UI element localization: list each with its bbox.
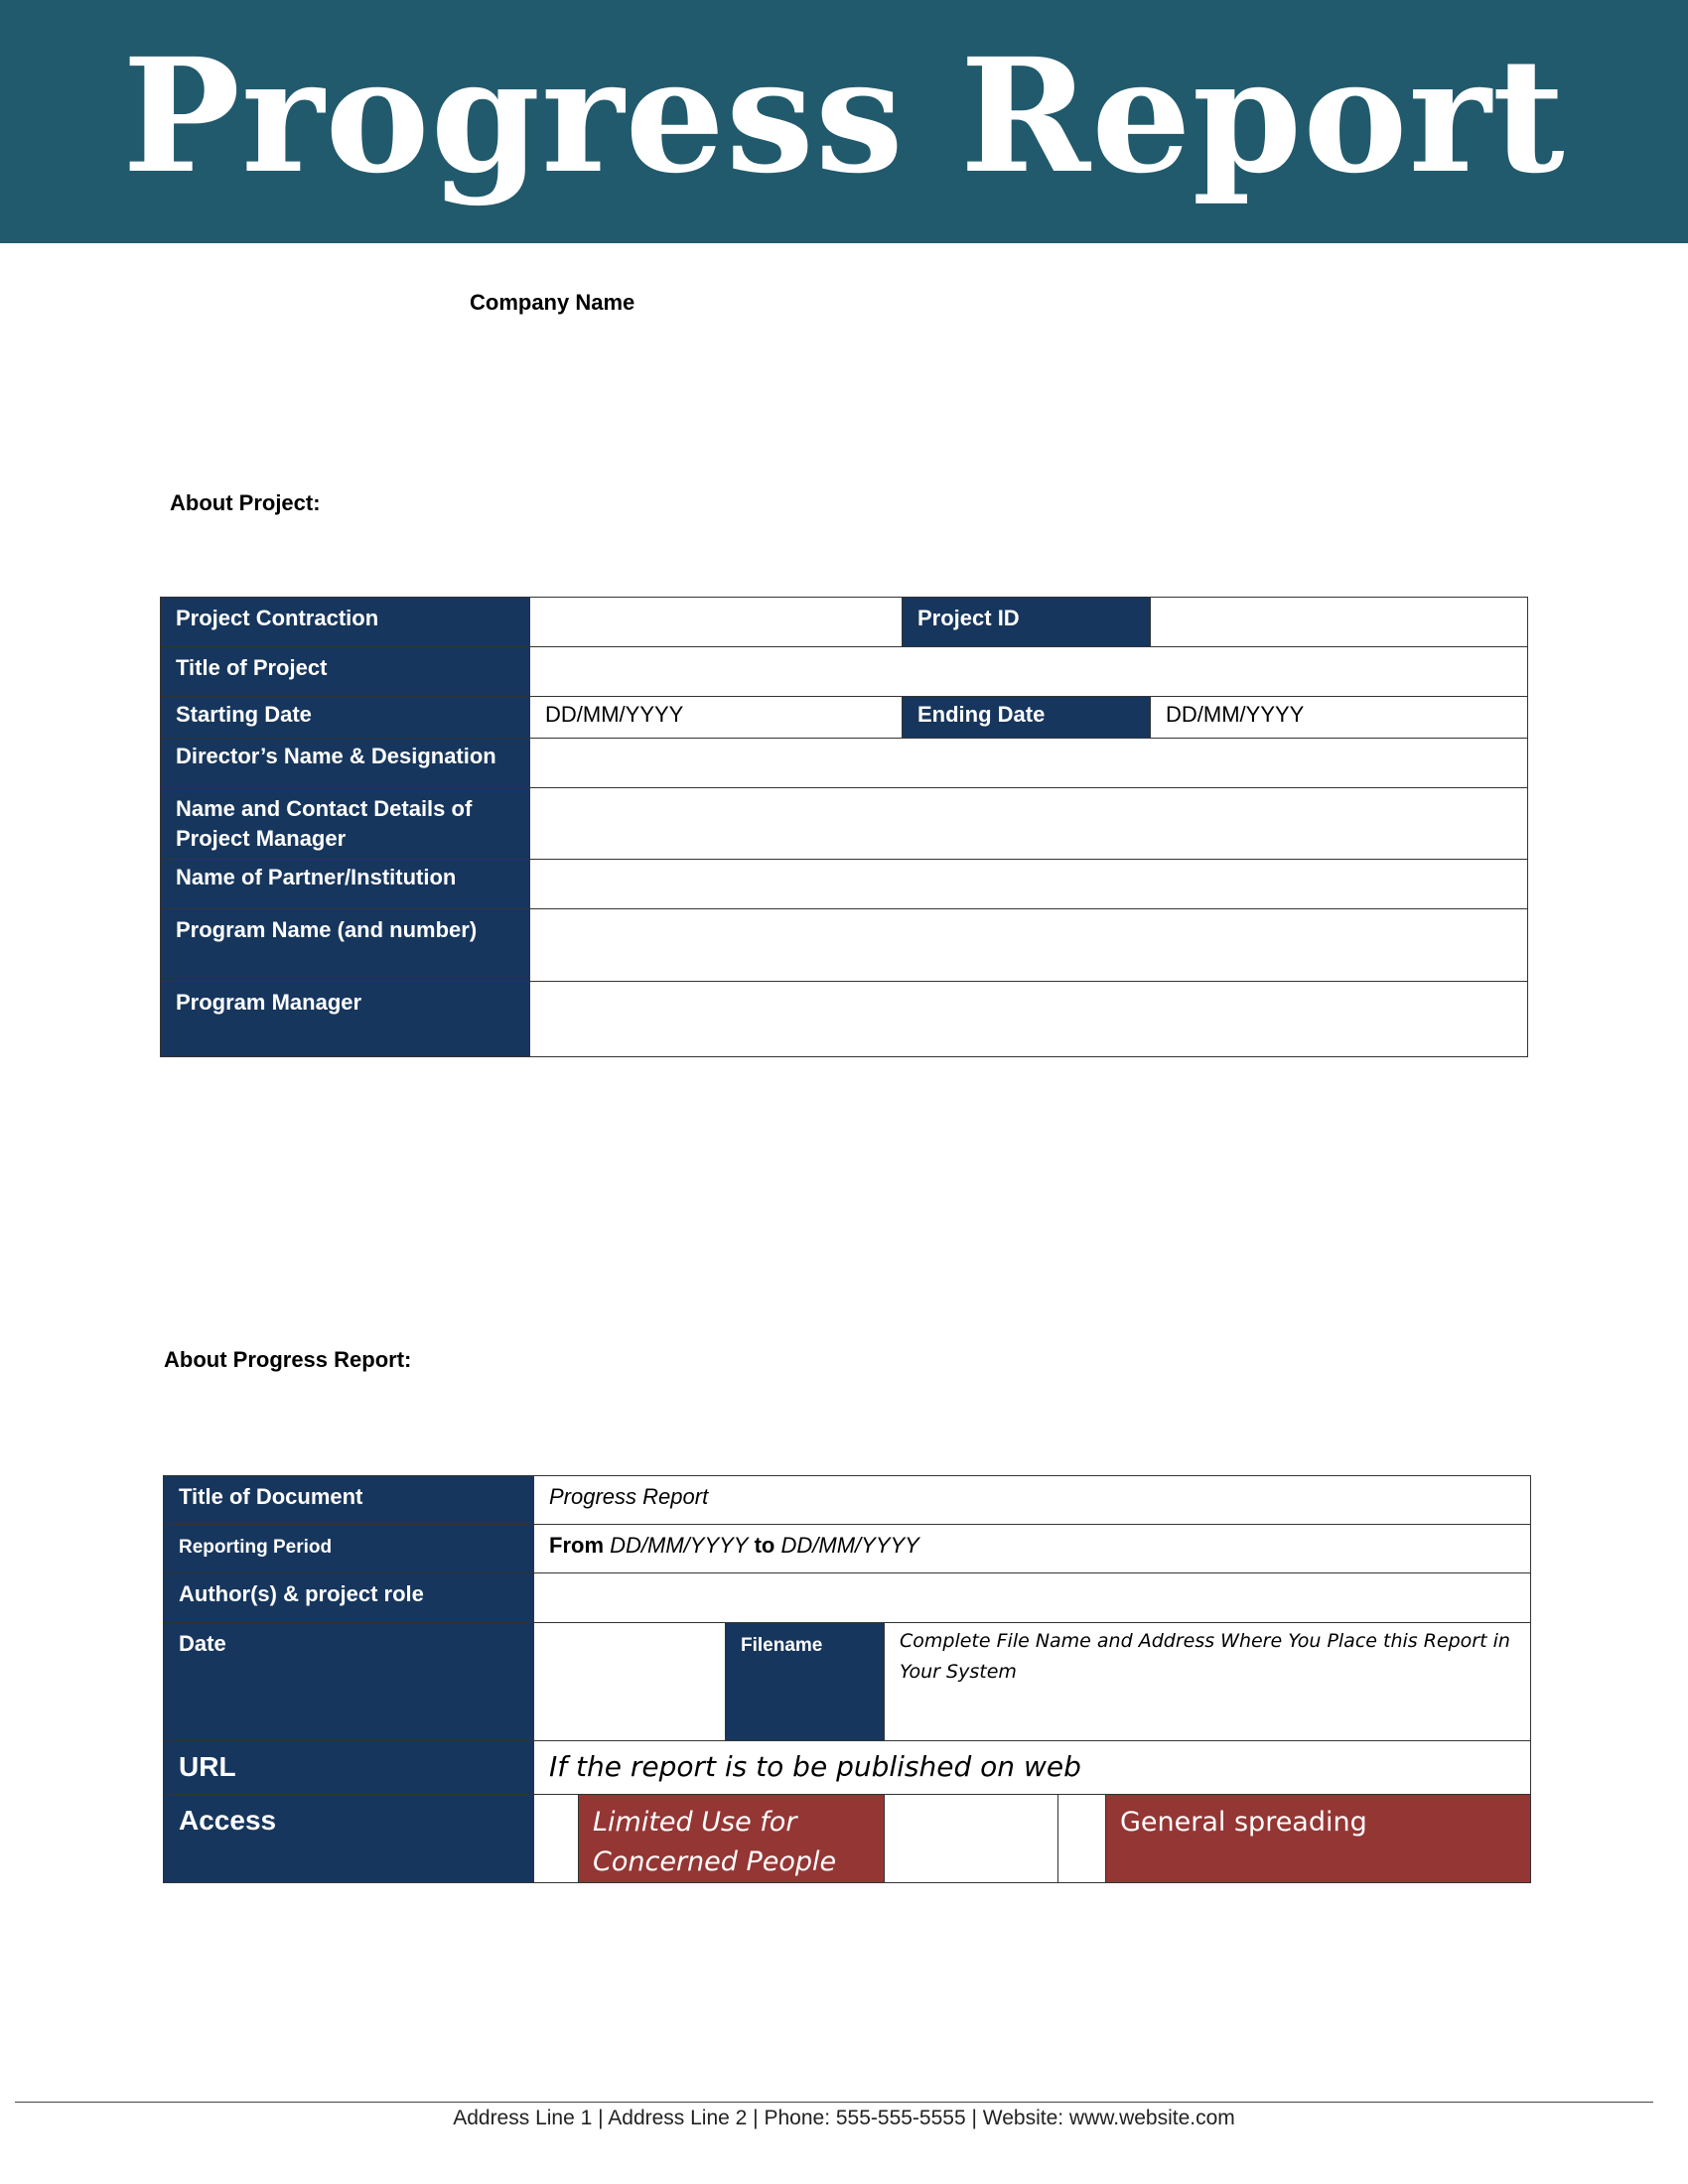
filename-field[interactable]: Complete File Name and Address Where You Place this Report in Your System [885,1623,1531,1741]
footer-divider [15,2102,1653,2103]
access-option-2-checkbox[interactable] [1058,1795,1106,1883]
url-label: URL [164,1741,534,1795]
access-spacer [885,1795,1058,1883]
program-manager-field[interactable] [530,982,1528,1057]
about-project-heading: About Project: [170,490,321,515]
authors-field[interactable] [534,1573,1531,1623]
ending-date-field[interactable]: DD/MM/YYYY [1151,697,1528,739]
company-name: Company Name [470,290,635,315]
filename-label: Filename [726,1623,885,1741]
about-progress-report-heading: About Progress Report: [164,1347,412,1372]
project-id-label: Project ID [903,598,1151,647]
title-of-project-field[interactable] [530,647,1528,697]
reporting-period-field[interactable] [534,1525,1531,1573]
about-project-table [160,597,1528,1057]
header-band [0,0,1688,243]
reporting-period-label: Reporting Period [164,1525,534,1573]
access-option-2[interactable]: General spreading [1106,1795,1531,1883]
starting-date-label: Starting Date [161,697,530,739]
project-manager-field[interactable] [530,788,1528,860]
program-name-field[interactable] [530,909,1528,982]
reporting-period-from: From [549,1533,604,1558]
title-of-document-field[interactable]: Progress Report [534,1476,1531,1525]
project-contraction-field[interactable] [530,598,903,647]
title-of-project-label: Title of Project [161,647,530,697]
project-id-field[interactable] [1151,598,1528,647]
about-progress-report-table [163,1475,1531,1883]
date-field[interactable] [534,1623,726,1741]
title-of-document-label: Title of Document [164,1476,534,1525]
program-name-label: Program Name (and number) [161,909,530,982]
footer-text: Address Line 1 | Address Line 2 | Phone: 555-555-5555 | Website: www.website.com [453,2107,1235,2129]
ending-date-label: Ending Date [903,697,1151,739]
project-contraction-label: Project Contraction [161,598,530,647]
access-option-1[interactable]: Limited Use for Concerned People [579,1795,885,1883]
project-manager-label: Name and Contact Details of Project Manager [161,788,530,860]
partner-field[interactable] [530,860,1528,909]
reporting-period-to: to [754,1533,775,1558]
program-manager-label: Program Manager [161,982,530,1057]
director-label: Director’s Name & Designation [161,739,530,788]
reporting-period-end: DD/MM/YYYY [780,1533,919,1558]
director-field[interactable] [530,739,1528,788]
access-label: Access [164,1795,534,1883]
partner-label: Name of Partner/Institution [161,860,530,909]
url-field[interactable]: If the report is to be published on web [534,1741,1531,1795]
date-label: Date [164,1623,534,1741]
reporting-period-start: DD/MM/YYYY [610,1533,749,1558]
authors-label: Author(s) & project role [164,1573,534,1623]
page-title: Progress Report [122,25,1566,208]
access-option-1-checkbox[interactable] [534,1795,579,1883]
starting-date-field[interactable]: DD/MM/YYYY [530,697,903,739]
